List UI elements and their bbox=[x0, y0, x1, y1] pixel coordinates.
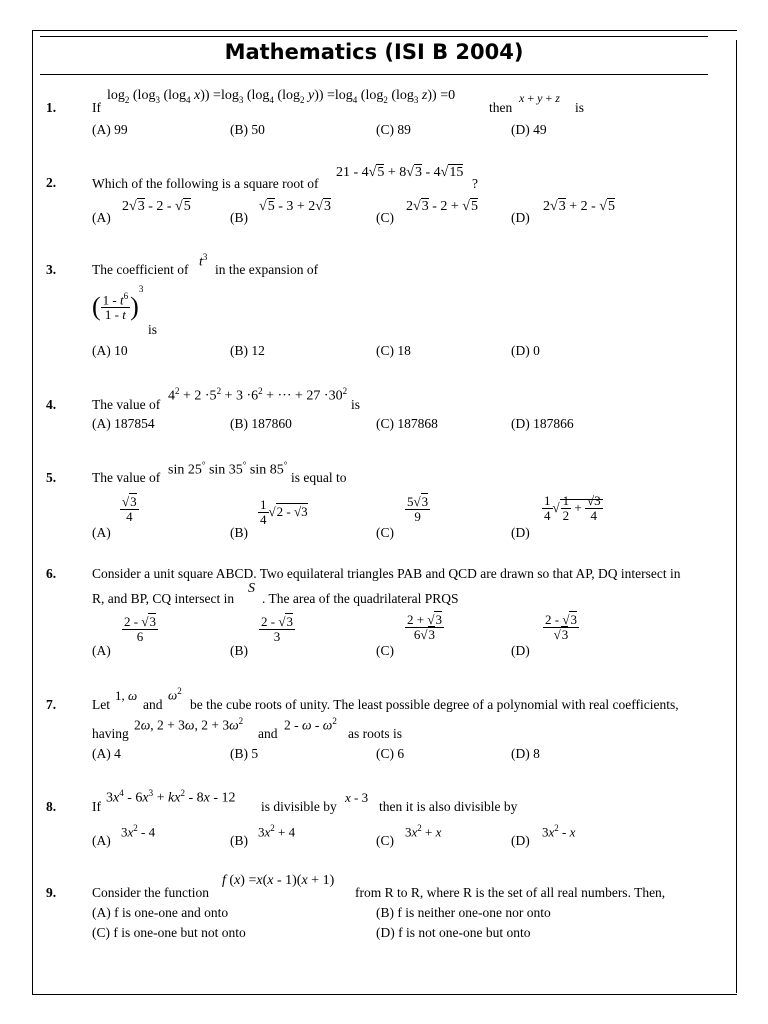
question-text: is bbox=[148, 322, 158, 337]
question-number: 8. bbox=[46, 799, 57, 814]
question-text: R, and BP, CQ intersect in bbox=[92, 591, 235, 606]
option-a-expr: $3x^2 - 4$ bbox=[121, 823, 156, 840]
option-a-expr: $\frac{2 - √3}{6}$ bbox=[124, 614, 156, 645]
question-text: then it is also divisible by bbox=[379, 799, 518, 814]
option-b: (B) 12 bbox=[230, 343, 265, 358]
option-a-expr: 2√3 - 2 - √5 bbox=[122, 199, 191, 214]
option-d: (D) bbox=[511, 210, 530, 225]
question-text: be the cube roots of unity. The least possible degree of a polynomial with real coefficients, bbox=[190, 697, 679, 712]
option-a: (A) bbox=[92, 643, 111, 658]
expression: 21 - 4√5 + 8√3 - 4√15 bbox=[336, 165, 464, 180]
question-text: The value of bbox=[92, 397, 161, 412]
expression: 2ω, 2 + 3ω, $2 + 3\omega^2$ bbox=[134, 716, 244, 733]
option-c: (C) bbox=[376, 833, 394, 848]
option-b-expr: $3x^2 + 4$ bbox=[258, 823, 296, 840]
question-text: If bbox=[92, 100, 101, 115]
question-text: in the expansion of bbox=[215, 262, 319, 277]
question-text: The coefficient of bbox=[92, 262, 189, 277]
question-number: 9. bbox=[46, 885, 57, 900]
question-text: having bbox=[92, 726, 129, 741]
option-d: (D) 0 bbox=[511, 343, 540, 358]
question-text: and bbox=[258, 726, 278, 741]
expression: S bbox=[248, 581, 255, 596]
question-number: 3. bbox=[46, 262, 57, 277]
question-number: 7. bbox=[46, 697, 57, 712]
option-c: (C) bbox=[376, 643, 394, 658]
option-c: (C) 187868 bbox=[376, 416, 438, 431]
option-b: (B) f is neither one-one nor onto bbox=[376, 905, 551, 920]
question-text: as roots is bbox=[348, 726, 402, 741]
question-number: 1. bbox=[46, 100, 57, 115]
option-c-expr: $\frac{5√3}{9}$ bbox=[407, 494, 429, 525]
expression: f (x) =x(x - 1)(x + 1) bbox=[222, 873, 335, 888]
option-c: (C) f is one-one but not onto bbox=[92, 925, 246, 940]
page-frame-right bbox=[736, 40, 737, 993]
question-text: Which of the following is a square root of bbox=[92, 176, 319, 191]
option-c: (C) bbox=[376, 210, 394, 225]
option-a: (A) 10 bbox=[92, 343, 128, 358]
option-c-expr: 2√3 - 2 + √5 bbox=[406, 199, 478, 214]
option-b: (B) bbox=[230, 643, 248, 658]
option-a: (A) bbox=[92, 525, 111, 540]
expression: $t^3$ bbox=[199, 252, 208, 270]
expression: $\omega^2$ bbox=[168, 686, 182, 703]
question-text: is bbox=[575, 100, 585, 115]
option-d-expr: $\frac{2 - √3}{√3}$ bbox=[545, 612, 577, 643]
question-number: 4. bbox=[46, 397, 57, 412]
question-number: 6. bbox=[46, 566, 57, 581]
question-text: is equal to bbox=[291, 470, 347, 485]
option-d: (D) bbox=[511, 525, 530, 540]
option-c: (C) bbox=[376, 525, 394, 540]
option-b: (B) bbox=[230, 525, 248, 540]
option-a: (A) 99 bbox=[92, 122, 128, 137]
option-a: (A) f is one-one and onto bbox=[92, 905, 229, 920]
option-d: (D) 49 bbox=[511, 122, 547, 137]
option-b: (B) bbox=[230, 833, 248, 848]
expression: $4^2 + 2 \cdot 5^2 + 3 \cdot 6^2$ + ··· + $27 \cdot 30^2$ bbox=[168, 386, 348, 404]
question-text: Let bbox=[92, 697, 110, 712]
option-a: (A) bbox=[92, 210, 111, 225]
question-text: The value of bbox=[92, 470, 161, 485]
option-b-expr: $\frac{1}{4}$ √2 - √3 bbox=[260, 497, 308, 528]
option-d-expr: 2√3 + 2 - √5 bbox=[543, 199, 615, 214]
option-a: (A) bbox=[92, 833, 111, 848]
expression: 1, ω bbox=[115, 688, 138, 703]
option-d-expr: $3x^2$ - x bbox=[542, 823, 576, 840]
option-d: (D) 187866 bbox=[511, 416, 574, 431]
option-d: (D) 8 bbox=[511, 746, 540, 761]
option-b-expr: $\frac{2 - √3}{3}$ bbox=[261, 614, 293, 645]
expression: sin 25° sin 35° sin 85° bbox=[168, 460, 288, 478]
expression: x - 3 bbox=[345, 790, 369, 805]
question-text: Consider a unit square ABCD. Two equilateral triangles PAB and QCD are drawn so that AP, DQ intersect in bbox=[92, 566, 681, 581]
question-text: . The area of the quadrilateral PRQS bbox=[262, 591, 459, 606]
option-a: (A) 187854 bbox=[92, 416, 155, 431]
question-number: 2. bbox=[46, 175, 57, 190]
question-text: Consider the function bbox=[92, 885, 209, 900]
question-text: is divisible by bbox=[261, 799, 337, 814]
equation: $\log_2 (\log_3$ ($\log_4$ $x)) =\log_3$ ($\log_4$ ($\log_2$ $y)) =\log_4$ ($\log_2$ ($\log_3$ z)) =0 bbox=[107, 88, 456, 105]
option-c: (C) 89 bbox=[376, 122, 411, 137]
top-rule bbox=[40, 36, 708, 37]
question-text: and bbox=[143, 697, 163, 712]
question-text: If bbox=[92, 799, 101, 814]
option-d: (D) bbox=[511, 833, 530, 848]
option-b: (B) 187860 bbox=[230, 416, 292, 431]
option-b: (B) 50 bbox=[230, 122, 265, 137]
question-text: ? bbox=[472, 176, 478, 191]
option-c-expr: $3x^2 + x$ bbox=[405, 823, 442, 840]
title-rule bbox=[40, 74, 708, 75]
expression: ( $\frac{1 - t^6}{1 - t}$ )$^3$ bbox=[92, 284, 144, 323]
question-number: 5. bbox=[46, 470, 57, 485]
option-a-expr: $\frac{√3}{4}$ bbox=[122, 494, 137, 525]
expression: x + y + z bbox=[519, 91, 560, 105]
question-text: is bbox=[351, 397, 361, 412]
option-c: (C) 6 bbox=[376, 746, 405, 761]
option-a: (A) 4 bbox=[92, 746, 121, 761]
expression: $3x^4 - 6x^3 + kx^2 - 8x - 12$ bbox=[106, 788, 236, 806]
expression: 2 - ω - $\omega^2$ bbox=[284, 716, 337, 733]
option-d-expr: $\frac{1}{4}$ √ $\frac{1}{2}$ + $\frac{√3}{4}$ bbox=[544, 493, 601, 524]
option-c: (C) 18 bbox=[376, 343, 411, 358]
option-d: (D) bbox=[511, 643, 530, 658]
question-text: from R to R, where R is the set of all real numbers. Then, bbox=[355, 885, 666, 900]
option-b: (B) 5 bbox=[230, 746, 259, 761]
option-c-expr: $\frac{2 + √3}{6√3}$ bbox=[407, 612, 442, 643]
page-title: Mathematics (ISI B 2004) bbox=[224, 40, 524, 64]
option-d: (D) f is not one-one but onto bbox=[376, 925, 531, 940]
option-b: (B) bbox=[230, 210, 248, 225]
question-text: then bbox=[489, 100, 513, 115]
option-b-expr: √5 - 3 + 2√3 bbox=[259, 199, 331, 214]
